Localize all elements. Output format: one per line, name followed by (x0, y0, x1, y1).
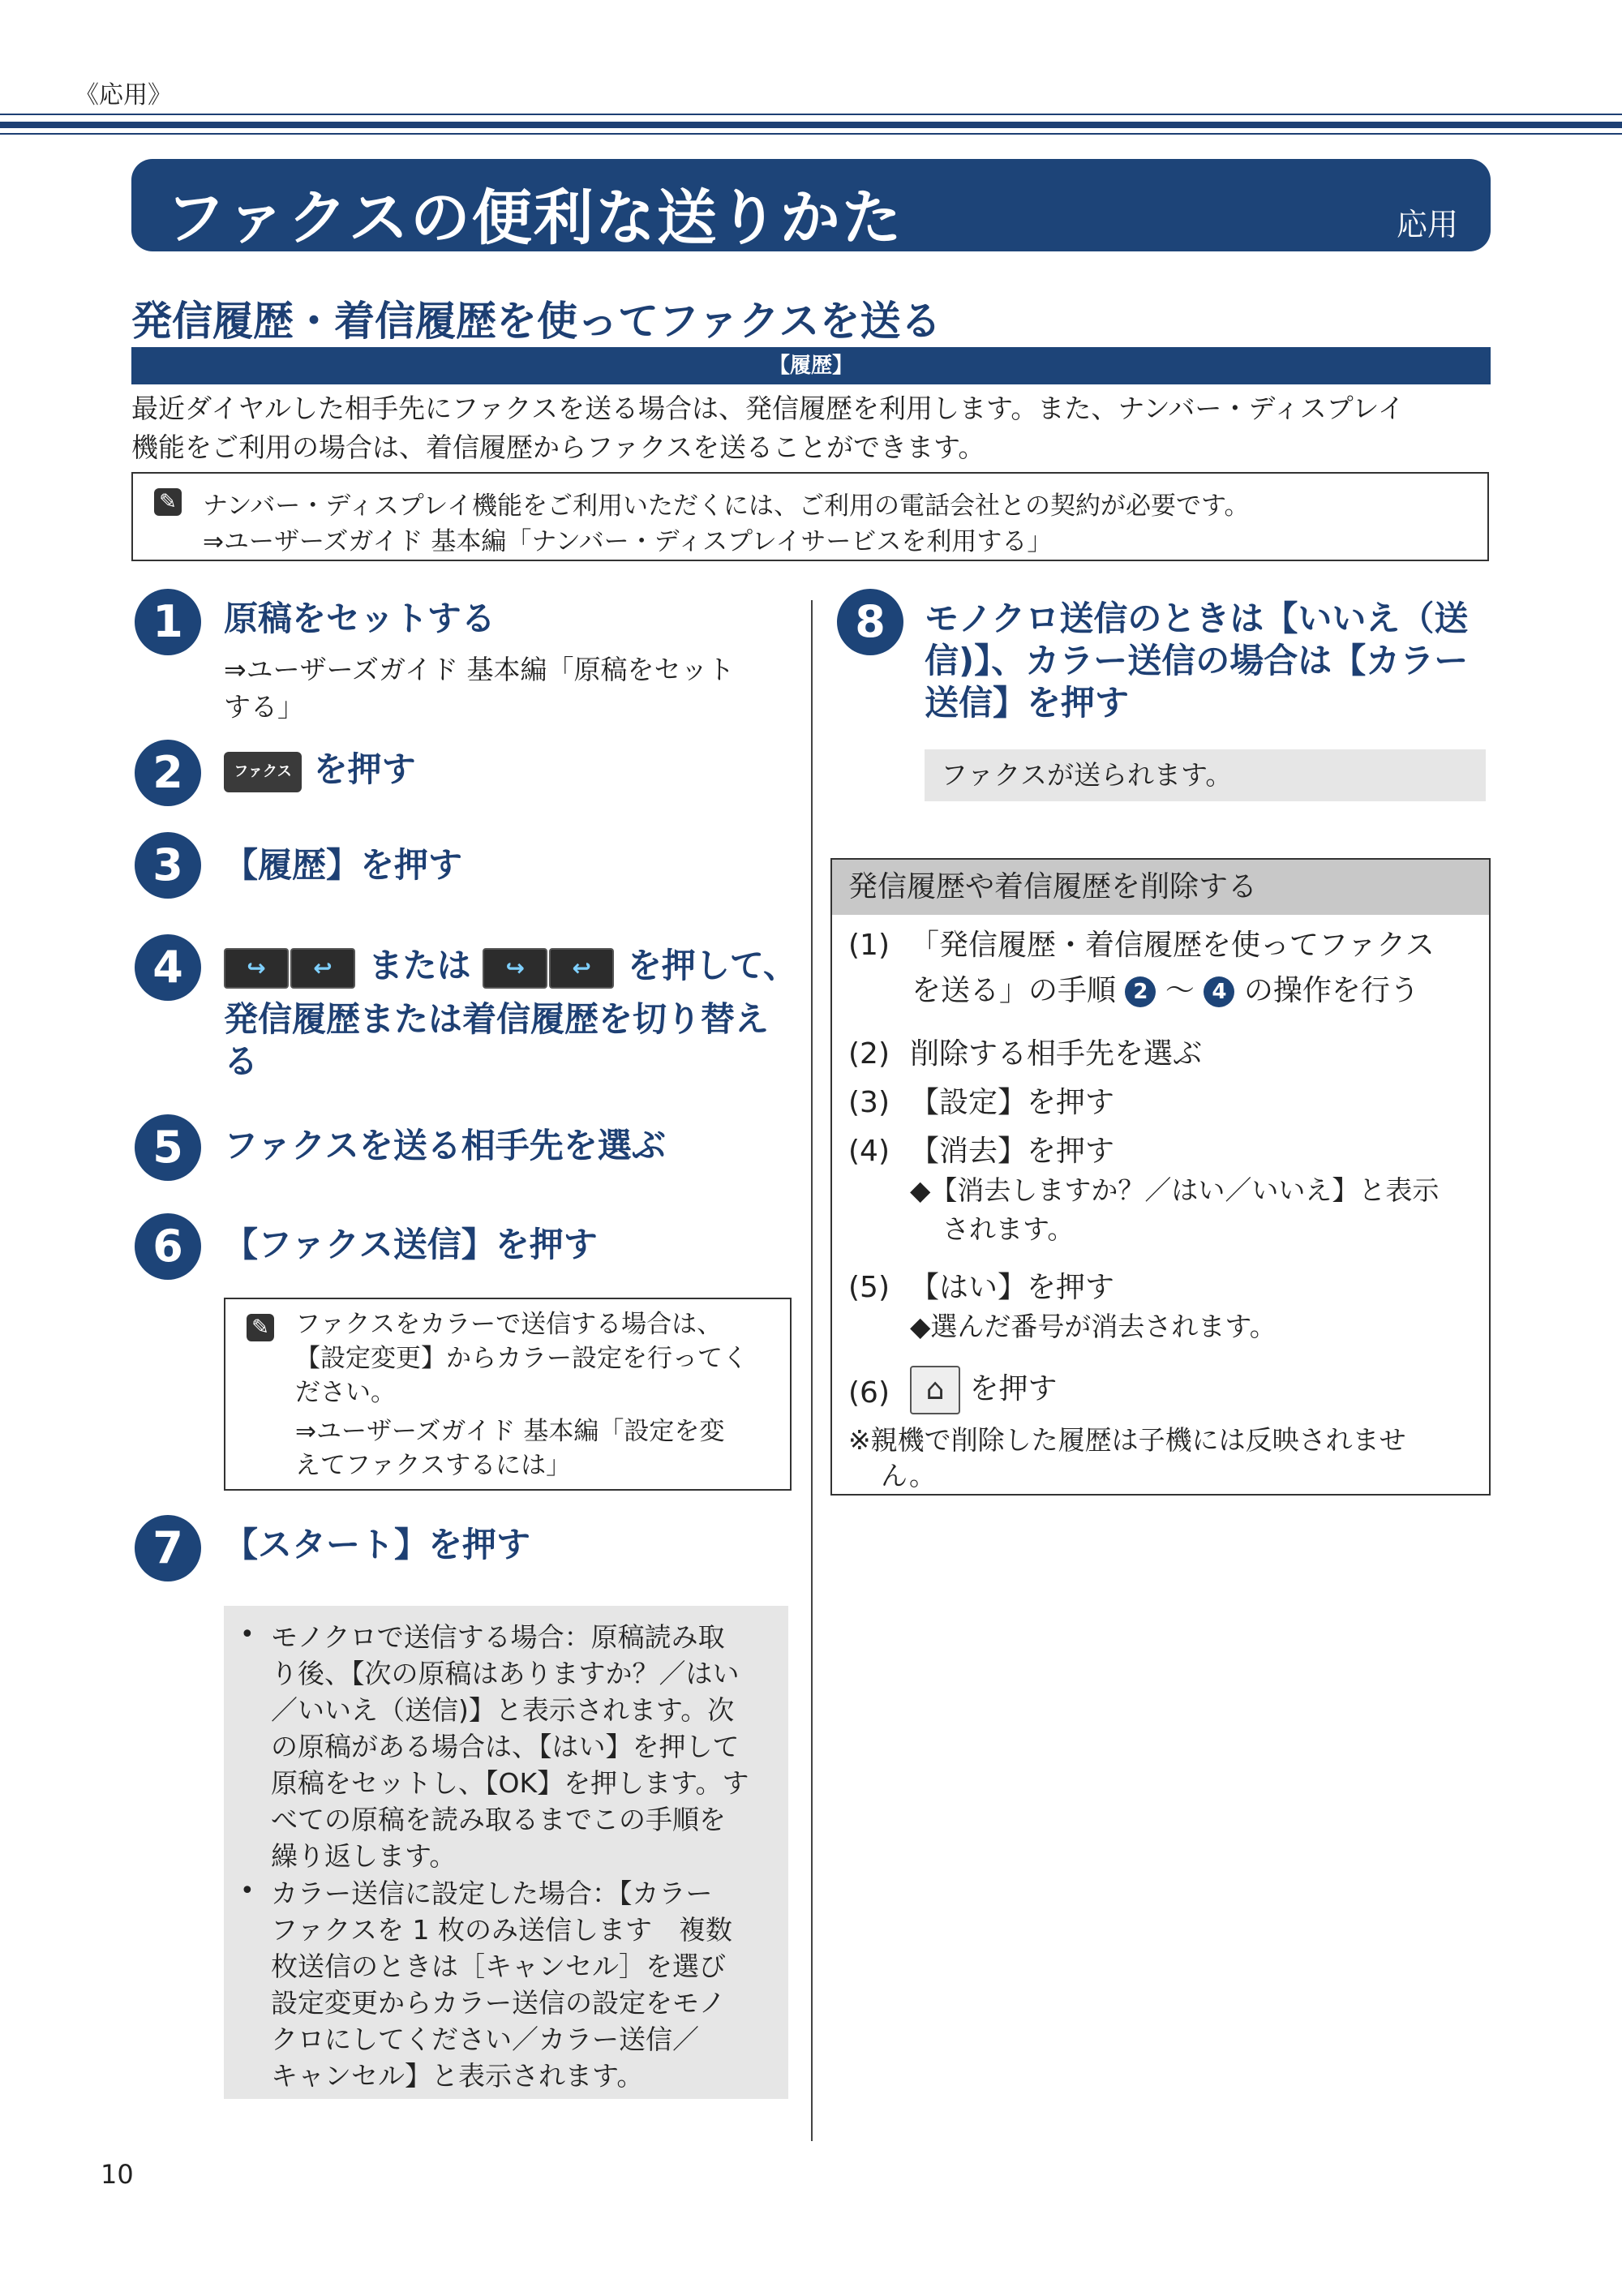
menu-path-strip: 【履歴】 (131, 347, 1491, 384)
step-6-title: 【ファクス送信】を押す (224, 1225, 598, 1264)
step-2-title (224, 748, 416, 792)
step-4-mid: または (368, 946, 471, 985)
step-number: 6 (135, 1213, 201, 1280)
intro-line-2: 機能をご利用の場合は、着信履歴からファクスを送ることができます。 (131, 431, 985, 463)
item-text: の操作を行う (1243, 974, 1419, 1007)
intro-line-1: 最近ダイヤルした相手先にファクスを送る場合は、発信履歴を利用します。また、ナンバー・ディスプレイ (131, 393, 1405, 424)
note-line-1: ナンバー・ディスプレイ機能をご利用いただくには、ご利用の電話会社との契約が必要です。 (203, 491, 1250, 521)
delete-item-2: 削除する相手先を選ぶ (910, 1037, 1203, 1071)
delete-item-number: (3) (848, 1086, 890, 1119)
step-8-line-1: モノクロ送信のときは【いいえ（送 (925, 599, 1469, 638)
info-line: ／いいえ（送信)】と表示されます。次 (271, 1694, 735, 1726)
memo-icon: ✎ (154, 488, 182, 516)
title-tag: 応用 (1396, 207, 1458, 242)
delete-item-1-line-1: 「発信履歴・着信履歴を使ってファクス (910, 929, 1435, 962)
intro-text (131, 389, 1494, 467)
info-bullet-2 (271, 1875, 774, 2094)
delete-item-number: (5) (848, 1271, 890, 1304)
home-icon: ⌂ (910, 1366, 960, 1414)
step-8-line-2: 信)】、カラー送信の場合は【カラー (925, 641, 1469, 680)
info-line: の原稿がある場合は、【はい】を押して (271, 1731, 740, 1762)
note-line: ださい。 (295, 1378, 396, 1407)
outgoing-call-icon-dark: ↪ (483, 948, 547, 989)
step-4-line-3: る (224, 1041, 259, 1081)
info-line: カラー送信に設定した場合：【カラー (271, 1878, 713, 1909)
delete-item-3: 【設定】を押す (910, 1086, 1115, 1119)
step-2-text: を押す (313, 749, 416, 789)
info-bullet-1 (271, 1619, 774, 1874)
header-rule-top (0, 114, 1622, 115)
note-line: えてファクスするには」 (295, 1451, 572, 1480)
delete-item-4-sub-2: されます。 (942, 1213, 1075, 1245)
step-number: 4 (135, 934, 201, 1001)
item-text: を押す (969, 1372, 1058, 1405)
delete-item-4: 【消去】を押す (910, 1135, 1115, 1168)
step-1-title: 原稿をセットする (224, 599, 496, 638)
info-line: 枚送信のときは［キャンセル］を選び (271, 1951, 726, 1982)
column-divider (811, 600, 813, 2141)
step-7-info-box (224, 1606, 788, 2099)
step-ref-number: 4 (1204, 976, 1234, 1007)
breadcrumb: 《応用》 (75, 81, 172, 109)
note-line: ファクスをカラーで送信する場合は、 (295, 1310, 723, 1339)
bullet-dot: • (240, 1620, 255, 1649)
step-number: 5 (135, 1114, 201, 1181)
info-line: 原稿をセットし、【OK】を押します。す (271, 1767, 749, 1799)
delete-item-6 (910, 1366, 1057, 1414)
delete-heading-text: 発信履歴や着信履歴を削除する (848, 870, 1258, 903)
info-line: 設定変更からカラー送信の設定をモノ (271, 1987, 726, 2019)
step-number: 8 (837, 589, 903, 655)
note-box (131, 472, 1489, 561)
delete-item-number: (6) (848, 1376, 890, 1410)
info-line: キャンセル】と表示されます。 (271, 2060, 644, 2092)
step-7-title: 【スタート】を押す (224, 1525, 531, 1564)
outgoing-call-icon: ↪ (224, 948, 289, 989)
step-8-result (925, 749, 1486, 801)
note-line-2: ⇒ユーザーズガイド 基本編「ナンバー・ディスプレイサービスを利用する」 (203, 527, 1053, 556)
step-number: 2 (135, 740, 201, 806)
step-6-note-text (295, 1307, 782, 1483)
step-4-line-2: 発信履歴または着信履歴を切り替え (224, 999, 770, 1039)
delete-box-heading (832, 860, 1489, 915)
delete-item-number: (2) (848, 1037, 890, 1071)
step-number: 3 (135, 832, 201, 899)
page-title: ファクスの便利な送りかた (165, 183, 903, 253)
step-4-tail: を押して、 (627, 946, 798, 985)
page-number: 10 (101, 2159, 134, 2190)
delete-item-number: (4) (848, 1135, 890, 1168)
fax-button-icon (224, 752, 302, 792)
bullet-dot: • (240, 1877, 255, 1905)
section-heading: 発信履歴・着信履歴を使ってファクスを送る (131, 298, 942, 345)
incoming-call-icon: ↩ (290, 948, 355, 989)
delete-history-box (830, 858, 1491, 1496)
info-line: り後、【次の原稿はありますか？／はい (271, 1658, 740, 1689)
step-5-title: ファクスを送る相手先を選ぶ (224, 1126, 666, 1165)
delete-item-5: 【はい】を押す (910, 1271, 1115, 1304)
header-rule-bottom (0, 133, 1622, 135)
step-6-note-box (224, 1298, 792, 1491)
info-line: モノクロで送信する場合：原稿読み取 (271, 1621, 725, 1653)
info-line: ファクスを 1 枚のみ送信します 複数 (271, 1914, 732, 1946)
delete-item-5-sub: ◆選んだ番号が消去されます。 (910, 1311, 1277, 1342)
item-text: を送る」の手順 (912, 974, 1117, 1007)
page-title-bar (131, 159, 1491, 251)
step-4-line-1 (224, 944, 797, 989)
header-rule-main (0, 122, 1622, 128)
fax-button-label: ファクス (234, 762, 292, 780)
step-number: 1 (135, 589, 201, 655)
note-line: ⇒ユーザーズガイド 基本編「設定を変 (295, 1417, 725, 1446)
step-ref-number: 2 (1125, 976, 1156, 1007)
info-line: 繰り返します。 (271, 1840, 457, 1872)
note-line: 【設定変更】からカラー設定を行ってく (295, 1344, 748, 1373)
incoming-call-icon-dark: ↩ (549, 948, 614, 989)
delete-note-line-1: ※親機で削除した履歴は子機には反映されませ (848, 1424, 1406, 1456)
step-1-ref-2: する」 (224, 691, 304, 723)
step-8-line-3: 送信】を押す (925, 683, 1130, 723)
step-3-title: 【履歴】を押す (224, 845, 463, 885)
range-tilde: 〜 (1165, 974, 1195, 1007)
delete-item-1-line-2 (912, 968, 1419, 1014)
delete-item-number: (1) (848, 929, 890, 962)
info-line: べての原稿を読み取るまでこの手順を (271, 1804, 726, 1835)
step-number: 7 (135, 1515, 201, 1581)
result-text: ファクスが送られます。 (941, 759, 1233, 791)
delete-note-line-2: ん。 (881, 1460, 936, 1491)
delete-item-4-sub-1: ◆【消去しますか？／はい／いいえ】と表示 (910, 1174, 1440, 1206)
memo-icon: ✎ (247, 1314, 274, 1341)
step-1-ref-1: ⇒ユーザーズガイド 基本編「原稿をセット (224, 654, 735, 685)
info-line: クロにしてください／カラー送信／ (271, 2023, 699, 2055)
